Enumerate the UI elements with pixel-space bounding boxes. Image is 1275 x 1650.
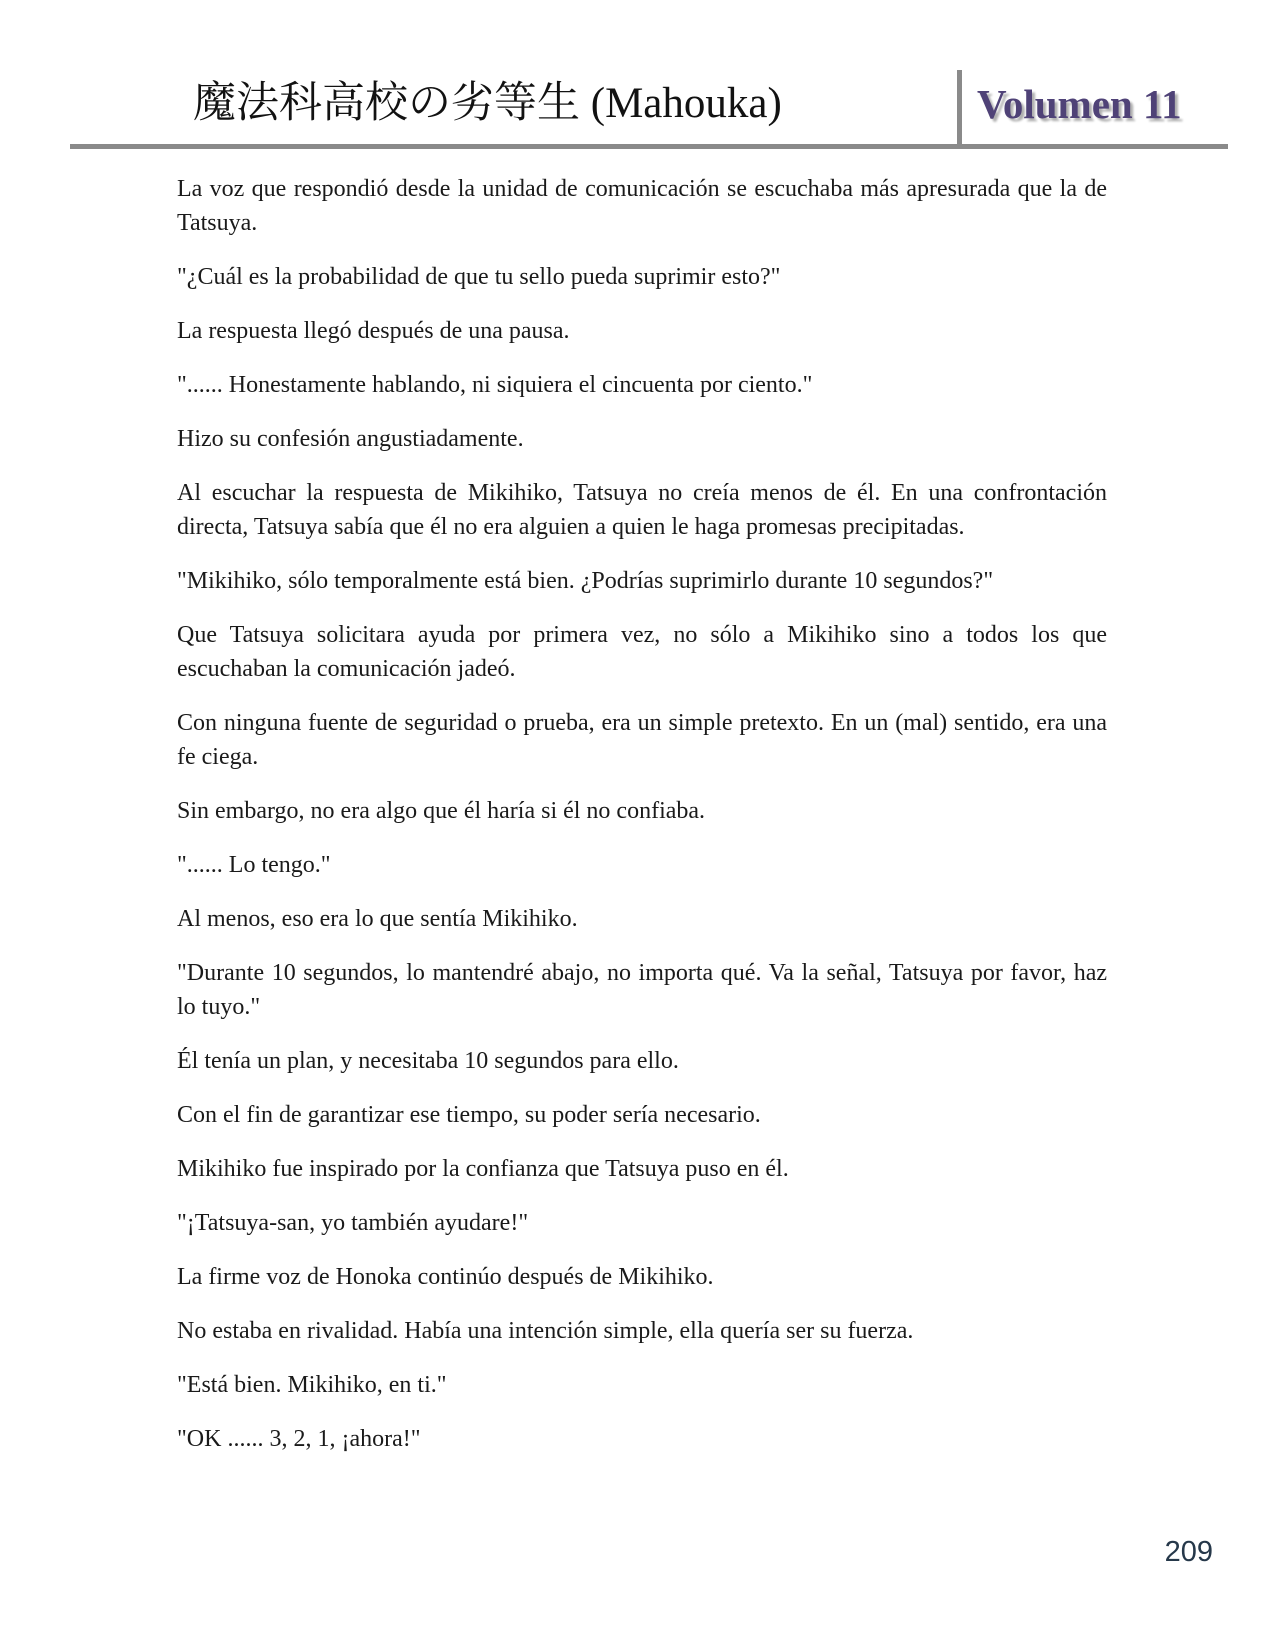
volume-separator-bar (957, 70, 962, 148)
body-text (177, 172, 1107, 1476)
paragraph: "Mikihiko, sólo temporalmente está bien. ¿Podrías suprimirlo durante 10 segundos?" (177, 568, 994, 594)
volume-label: Volumen 11 (977, 81, 1182, 127)
paragraph: Hizo su confesión angustiadamente. (177, 426, 524, 452)
paragraph: La firme voz de Honoka continúo después de Mikihiko. (177, 1264, 714, 1290)
paragraph: Mikihiko fue inspirado por la confianza que Tatsuya puso en él. (177, 1156, 789, 1182)
page-title: 魔法科高校の劣等生 (Mahouka) (193, 80, 782, 127)
paragraph: "...... Honestamente hablando, ni siquiera el cincuenta por ciento." (177, 372, 813, 398)
page-number: 209 (1164, 1536, 1213, 1568)
paragraph: La voz que respondió desde la unidad de comunicación se escuchaba más apresurada que la de Tatsuya. (177, 176, 1107, 236)
paragraph: "¿Cuál es la probabilidad de que tu sello pueda suprimir esto?" (177, 264, 781, 290)
paragraph: Con ninguna fuente de seguridad o prueba, era un simple pretexto. En un (mal) sentido, era una fe ciega. (177, 710, 1107, 770)
paragraph: "Está bien. Mikihiko, en ti." (177, 1372, 447, 1398)
paragraph: "OK ...... 3, 2, 1, ¡ahora!" (177, 1426, 421, 1452)
paragraph: Él tenía un plan, y necesitaba 10 segundos para ello. (177, 1048, 679, 1074)
paragraph: Al escuchar la respuesta de Mikihiko, Tatsuya no creía menos de él. En una confrontación directa, Tatsuya sabía que él no era alguien a quien le haga promesas precipitadas. (177, 480, 1107, 540)
paragraph: Sin embargo, no era algo que él haría si él no confiaba. (177, 798, 706, 824)
paragraph: No estaba en rivalidad. Había una intención simple, ella quería ser su fuerza. (177, 1318, 914, 1344)
paragraph: "...... Lo tengo." (177, 852, 331, 878)
paragraph: Con el fin de garantizar ese tiempo, su poder sería necesario. (177, 1102, 761, 1128)
paragraph: "¡Tatsuya-san, yo también ayudare!" (177, 1210, 529, 1236)
paragraph: Que Tatsuya solicitara ayuda por primera vez, no sólo a Mikihiko sino a todos los que escuchaban la comunicación jadeó. (177, 622, 1107, 682)
paragraph: La respuesta llegó después de una pausa. (177, 318, 570, 344)
paragraph: "Durante 10 segundos, lo mantendré abajo, no importa qué. Va la señal, Tatsuya por favor, haz lo tuyo." (177, 960, 1107, 1020)
paragraph: Al menos, eso era lo que sentía Mikihiko. (177, 906, 578, 932)
header-divider-rule (70, 144, 1228, 149)
